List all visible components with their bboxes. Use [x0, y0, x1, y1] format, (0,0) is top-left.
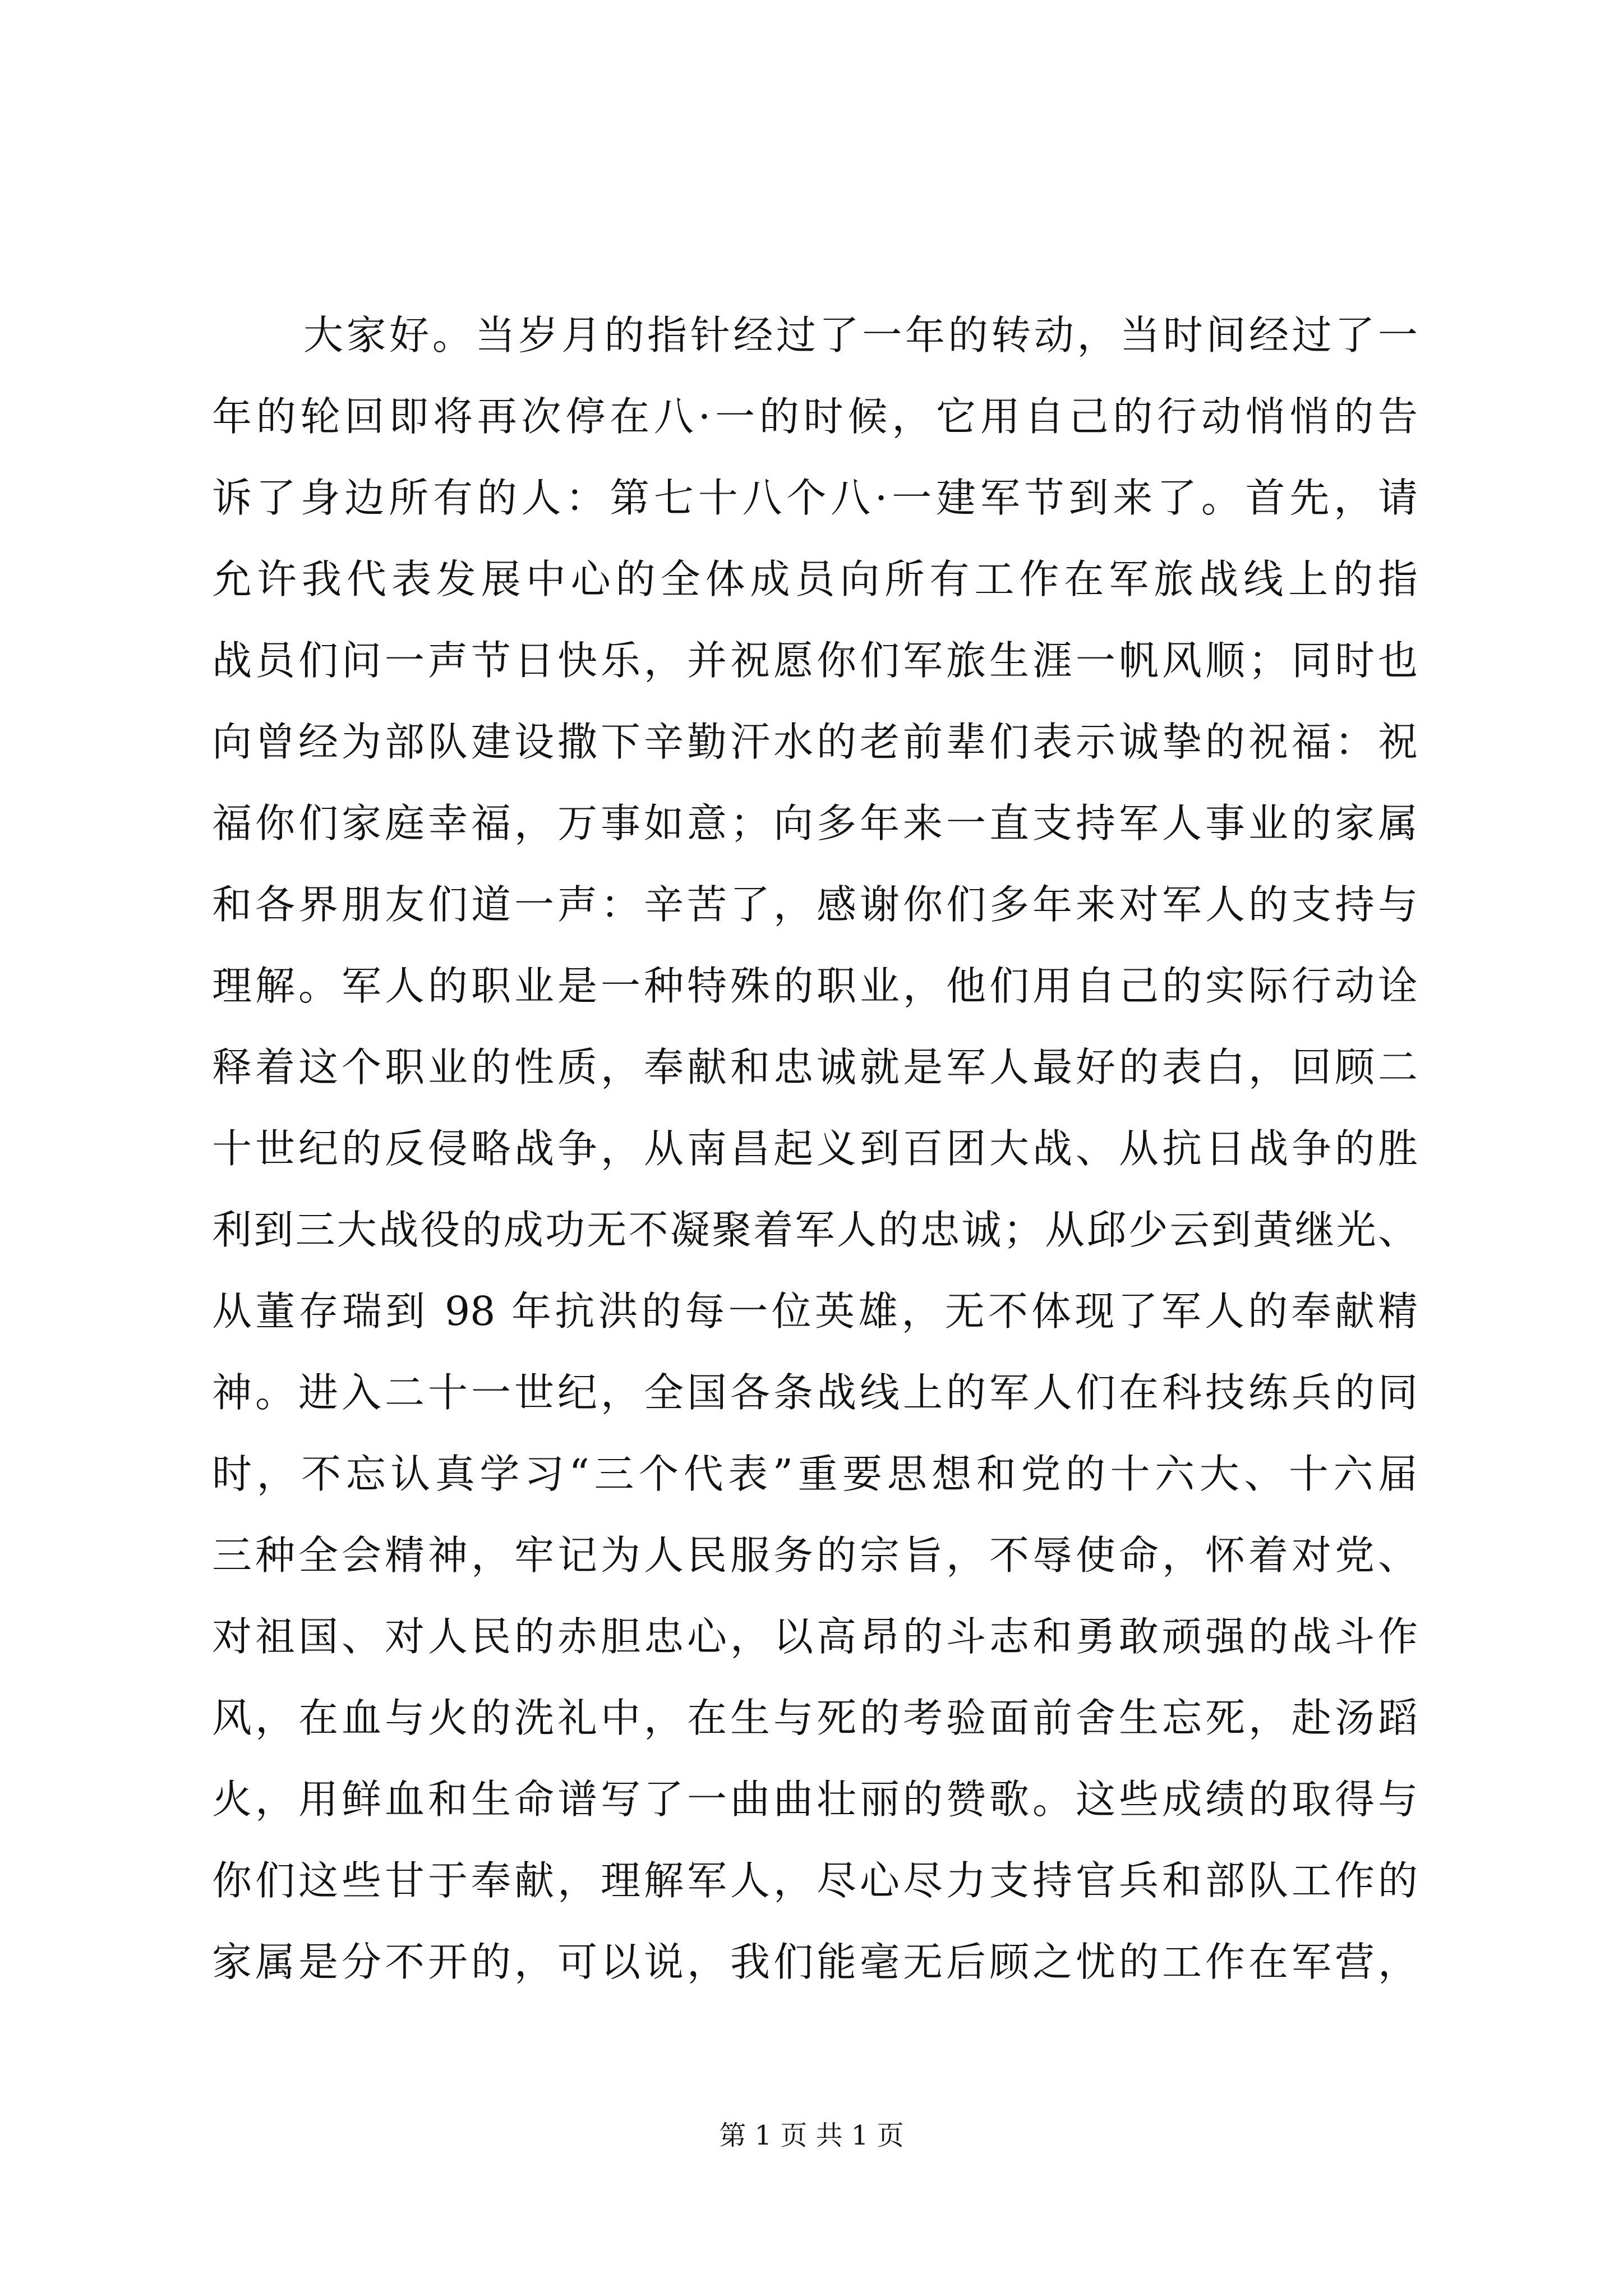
paragraph-line: 允许我代表发展中心的全体成员向所有工作在军旅战线上的指 — [212, 556, 1418, 602]
paragraph-line: 大家好。当岁月的指针经过了一年的转动，当时间经过了一 — [303, 312, 1418, 358]
body-paragraph — [212, 295, 1418, 2003]
paragraph-line: 从董存瑞到 98 年抗洪的每一位英雄，无不体现了军人的奉献精 — [212, 1288, 1418, 1335]
paragraph-line: 十世纪的反侵略战争，从南昌起义到百团大战、从抗日战争的胜 — [212, 1125, 1418, 1172]
paragraph-line: 家属是分不开的，可以说，我们能毫无后顾之忧的工作在军营， — [212, 1939, 1418, 1985]
page-footer — [0, 2114, 1623, 2152]
paragraph-line: 福你们家庭幸福，万事如意；向多年来一直支持军人事业的家属 — [212, 800, 1418, 846]
paragraph-line: 火，用鲜血和生命谱写了一曲曲壮丽的赞歌。这些成绩的取得与 — [212, 1776, 1418, 1823]
paragraph-line: 战员们问一声节日快乐，并祝愿你们军旅生涯一帆风顺；同时也 — [212, 637, 1418, 684]
paragraph-line: 理解。军人的职业是一种特殊的职业，他们用自己的实际行动诠 — [212, 963, 1418, 1009]
paragraph-line: 和各界朋友们道一声：辛苦了，感谢你们多年来对军人的支持与 — [212, 881, 1418, 928]
paragraph-line: 利到三大战役的成功无不凝聚着军人的忠诚；从邱少云到黄继光、 — [212, 1207, 1418, 1253]
paragraph-line: 向曾经为部队建设撒下辛勤汗水的老前辈们表示诚挚的祝福：祝 — [212, 719, 1418, 765]
paragraph-line: 风，在血与火的洗礼中，在生与死的考验面前舍生忘死，赴汤蹈 — [212, 1695, 1418, 1741]
paragraph-line: 三种全会精神，牢记为人民服务的宗旨，不辱使命，怀着对党、 — [212, 1532, 1418, 1579]
paragraph-line: 释着这个职业的性质，奉献和忠诚就是军人最好的表白，回顾二 — [212, 1044, 1418, 1091]
page-number-label: 第 1 页 共 1 页 — [719, 2120, 904, 2151]
paragraph-line: 时，不忘认真学习“三个代表”重要思想和党的十六大、十六届 — [212, 1451, 1418, 1497]
paragraph-line: 神。进入二十一世纪，全国各条战线上的军人们在科技练兵的同 — [212, 1369, 1418, 1416]
paragraph-line: 你们这些甘于奉献，理解军人，尽心尽力支持官兵和部队工作的 — [212, 1857, 1418, 1904]
paragraph-line: 对祖国、对人民的赤胆忠心，以高昂的斗志和勇敢顽强的战斗作 — [212, 1613, 1418, 1660]
paragraph-line: 诉了身边所有的人：第七十八个八·一建军节到来了。首先，请 — [212, 475, 1418, 521]
paragraph-line: 年的轮回即将再次停在八·一的时候，它用自己的行动悄悄的告 — [212, 393, 1418, 440]
